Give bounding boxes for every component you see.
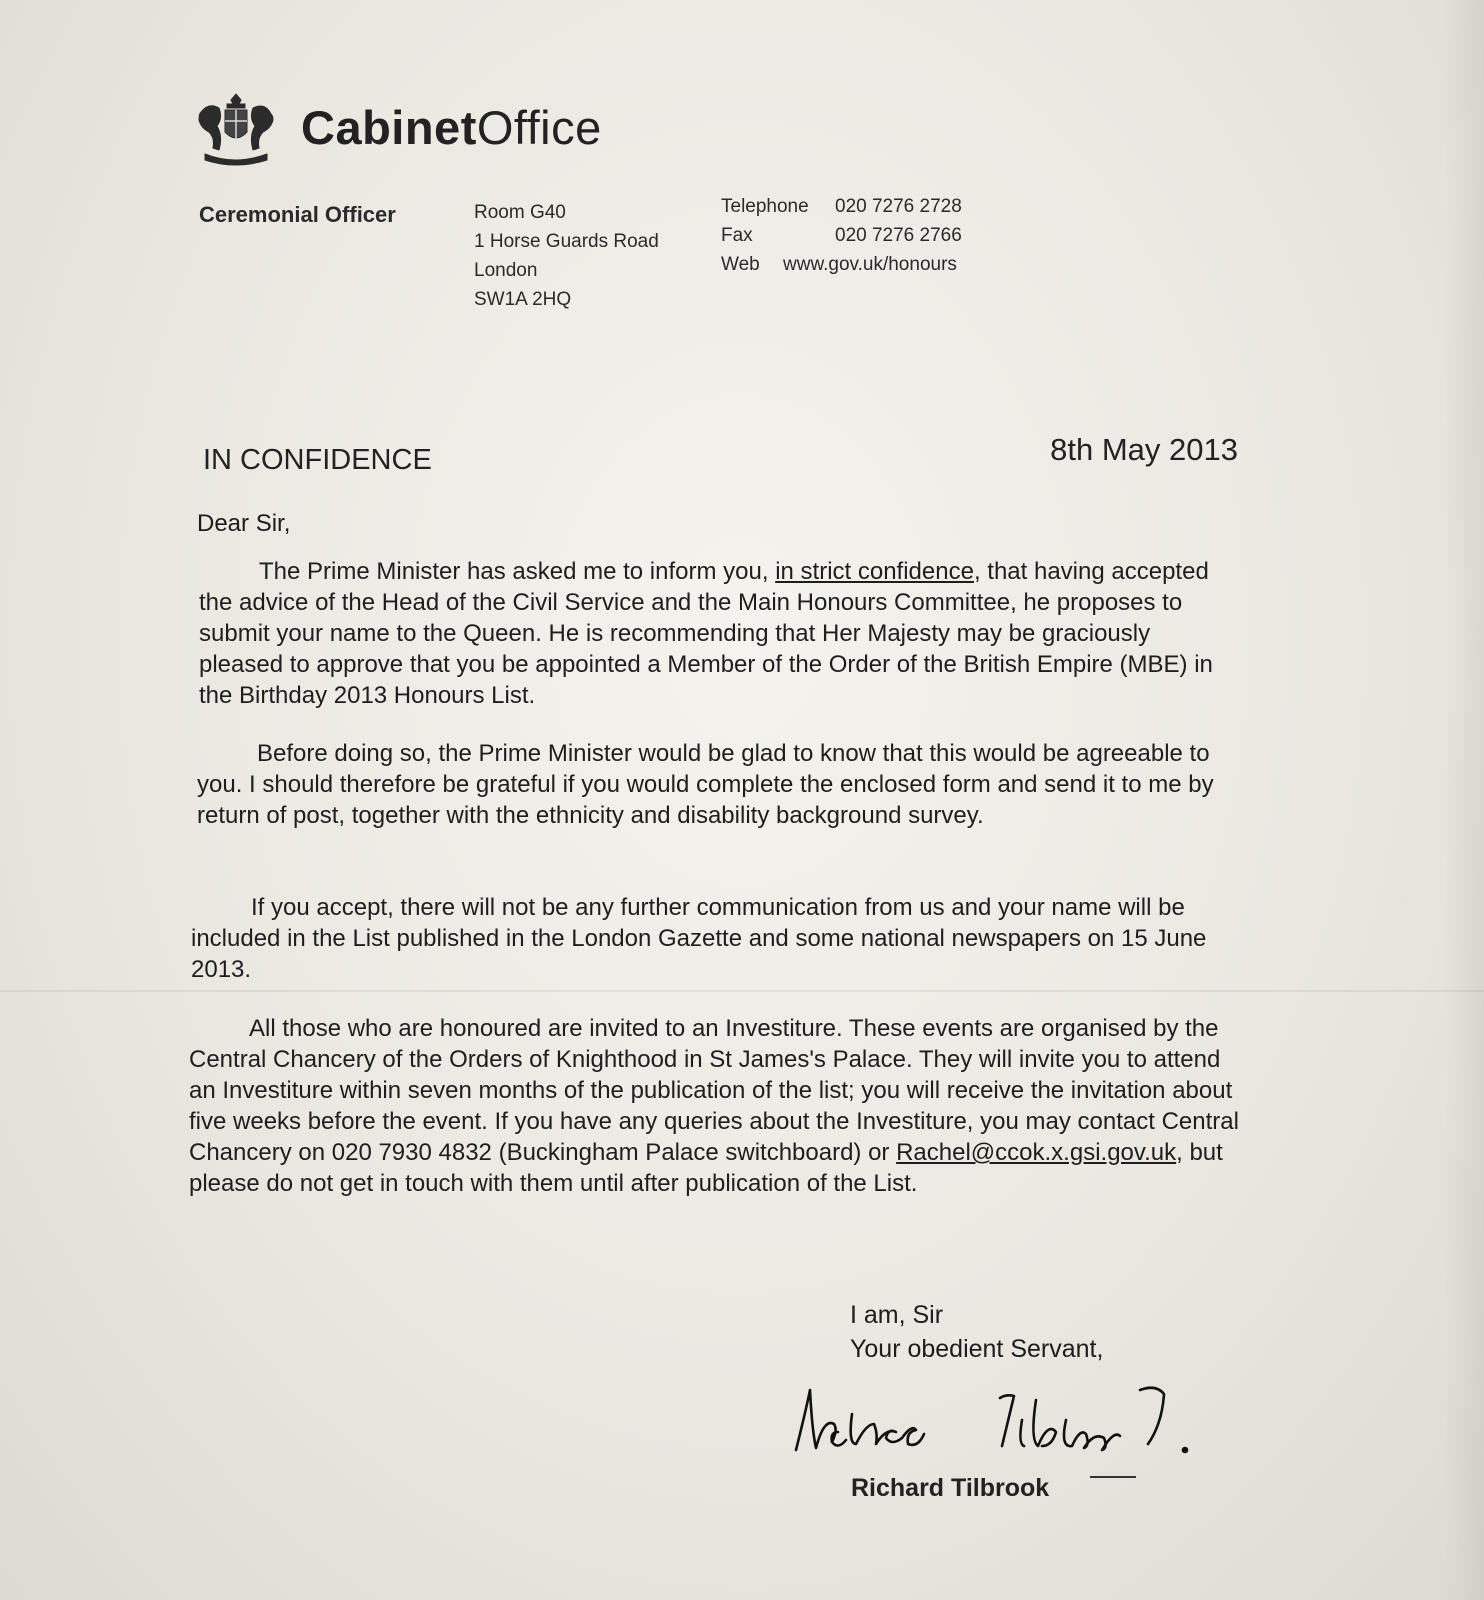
paragraph-4	[189, 1013, 1249, 1199]
letter-date: 8th May 2013	[1050, 432, 1238, 467]
address-line: SW1A 2HQ	[474, 289, 572, 310]
address-line: 1 Horse Guards Road	[474, 231, 659, 252]
fax-label: Fax	[721, 225, 753, 246]
telephone-row	[721, 192, 962, 221]
sender-address	[474, 198, 659, 314]
closing-line-1: I am, Sir	[850, 1301, 944, 1329]
signature-dash	[1090, 1476, 1136, 1478]
paragraph-2	[197, 738, 1237, 831]
paper-shadow	[1444, 0, 1484, 1600]
signatory-name: Richard Tilbrook	[851, 1474, 1050, 1502]
strict-confidence-underline: in strict confidence	[775, 558, 974, 585]
paragraph-3-text: If you accept, there will not be any further communication from us and your name will be included in the List published in the London Gazette and some national newspapers on 15 June 2013.	[191, 894, 1207, 983]
address-line: London	[474, 260, 538, 281]
sender-department: Ceremonial Officer	[199, 202, 396, 227]
paragraph-1	[199, 556, 1239, 711]
web-value: www.gov.uk/honours	[783, 254, 957, 275]
handwritten-signature	[790, 1380, 1210, 1470]
paragraph-3	[191, 892, 1251, 985]
paper-fold-line	[0, 990, 1484, 992]
fax-row	[721, 221, 962, 250]
brand-regular: Office	[476, 101, 602, 154]
salutation: Dear Sir,	[197, 510, 291, 537]
cabinet-office-wordmark	[301, 100, 602, 155]
paragraph-4-start: All those who are honoured are invited to an Investiture. These events are organised by the Central Chancery of the Orders of Knighthood in St James's Palace. They will invite you to attend an Investiture within seven months of the publication of the list; you will receive the invitation about five weeks before the event. If you have any queries about the Investiture, you may contact Central Chancery on 020 7930 4832 (Buckingham Palace switchboard) or	[189, 1015, 1239, 1166]
telephone-label: Telephone	[721, 196, 809, 217]
email-link[interactable]: Rachel@ccok.x.gsi.gov.uk	[896, 1139, 1177, 1166]
sender-contact	[721, 192, 962, 279]
fax-value: 020 7276 2766	[835, 225, 962, 246]
brand-bold: Cabinet	[301, 101, 477, 154]
paragraph-4-end: , but please do not get in touch with them until after publication of the List.	[189, 1139, 1223, 1197]
paragraph-1-end: , that having accepted the advice of the Head of the Civil Service and the Main Honours Committee, he proposes to submit your name to the Queen. He is recommending that Her Majesty may be graciously pleased to approve that you be appointed a Member of the Order of the British Empire (MBE) in the Birthday 2013 Honours List.	[199, 558, 1213, 709]
telephone-value: 020 7276 2728	[835, 196, 962, 217]
paragraph-1-start: The Prime Minister has asked me to inform you,	[259, 558, 776, 585]
confidentiality-marking: IN CONFIDENCE	[203, 444, 432, 476]
closing-line-2: Your obedient Servant,	[850, 1335, 1104, 1363]
web-label: Web	[721, 254, 760, 275]
complimentary-close	[850, 1298, 1103, 1366]
address-line: Room G40	[474, 202, 566, 223]
web-row	[721, 250, 962, 279]
paragraph-2-text: Before doing so, the Prime Minister would be glad to know that this would be agreeable to you. I should therefore be grateful if you would complete the enclosed form and send it to me by return of post, together with the ethnicity and disability background survey.	[197, 740, 1214, 829]
royal-coat-of-arms-icon	[193, 92, 279, 168]
